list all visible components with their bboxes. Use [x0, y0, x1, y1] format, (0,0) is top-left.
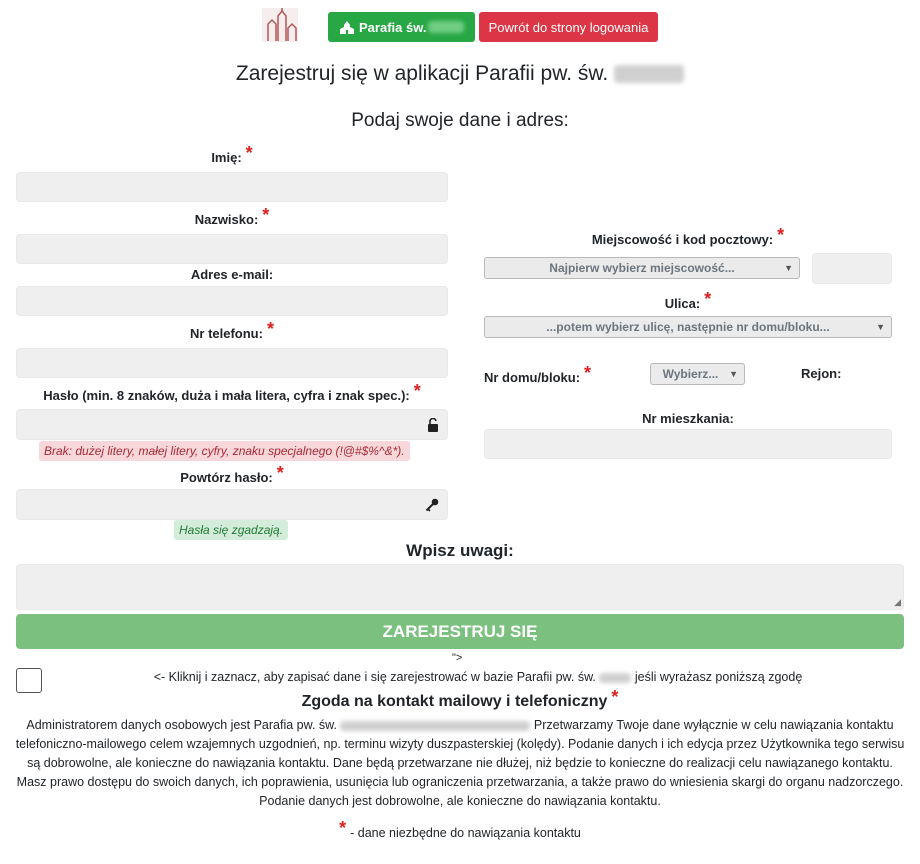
- required-footnote: * - dane niezbędne do nawiązania kontaktu: [339, 818, 581, 840]
- phone-input[interactable]: [16, 348, 448, 378]
- chevron-down-icon: ▼: [729, 369, 738, 379]
- city-select[interactable]: Najpierw wybierz miejscowość... ▼: [484, 257, 800, 279]
- repeat-password-label: Powtórz hasło: *: [180, 463, 284, 485]
- last-name-input[interactable]: [16, 234, 448, 264]
- email-label: Adres e-mail:: [190, 267, 274, 282]
- password-label: Hasło (min. 8 znaków, duża i mała litera, cyfra i znak spec.): *: [43, 381, 421, 403]
- key-icon[interactable]: [425, 498, 439, 517]
- house-number-label: Nr domu/bloku: *: [484, 363, 592, 385]
- stray-text: ">: [452, 652, 463, 664]
- notes-textarea[interactable]: [16, 564, 904, 610]
- apartment-label: Nr mieszkania:: [642, 411, 734, 426]
- last-name-label: Nazwisko: *: [194, 205, 270, 227]
- email-input[interactable]: [16, 286, 448, 316]
- page-title: Zarejestruj się w aplikacji Parafii pw. św.: [0, 62, 920, 86]
- redacted-name: [428, 21, 464, 33]
- district-label: Rejon:: [801, 366, 842, 381]
- street-select[interactable]: ...potem wybierz ulicę, następnie nr domu/bloku... ▼: [484, 316, 892, 338]
- street-label: Ulica: *: [664, 289, 712, 311]
- notes-label: Wpisz uwagi:: [406, 541, 514, 560]
- city-label: Miejscowość i kod pocztowy: *: [591, 225, 785, 247]
- consent-title: Zgoda na kontakt mailowy i telefoniczny *: [301, 687, 619, 710]
- chevron-down-icon: ▼: [784, 263, 793, 273]
- phone-label: Nr telefonu: *: [190, 319, 274, 341]
- house-number-select[interactable]: Wybierz... ▼: [650, 363, 745, 385]
- unlock-icon[interactable]: [427, 418, 439, 437]
- consent-text: Administratorem danych osobowych jest Parafia pw. św. Przetwarzamy Twoje dane wyłącznie w celu nawiązania kontaktu telefoniczno-mailowego celem wzajemnych uzgodnień, np. terminu wizyty duszpasterskiej (kolędy). Podanie danych i ich edycja przez Użytkownika tego serwisu są dobrowolne, ale konieczne do nawiązania kontaktu. Dane będą przetwarzane nie dłużej, niż będzie to konieczne do realizacji celu nawiązanego kontaktu. Masz prawo dostępu do swoich danych, ich poprawienia, usunięcia lub ograniczenia przetwarzania, a także prawo do wniesienia skargi do organu nadzorczego. Podanie danych jest dobrowolne, ale konieczne do nawiązania kontaktu.: [15, 718, 905, 808]
- parish-button[interactable]: [328, 12, 475, 42]
- register-button[interactable]: ZAREJESTRUJ SIĘ: [16, 614, 904, 649]
- church-logo: [262, 8, 298, 42]
- password-hint: Brak: dużej litery, małej litery, cyfry, znaku specjalnego (!@#$%^&*).: [39, 441, 410, 461]
- chevron-down-icon: ▼: [876, 322, 885, 332]
- redacted-address: [340, 721, 530, 731]
- page-subtitle: Podaj swoje dane i adres:: [351, 110, 569, 131]
- first-name-label: Imię: *: [211, 143, 253, 165]
- parish-button-label: Parafia św.: [359, 19, 427, 35]
- back-to-login-button[interactable]: [479, 12, 658, 42]
- redacted-name: [614, 65, 684, 83]
- password-input[interactable]: [16, 409, 448, 440]
- repeat-password-hint: Hasła się zgadzają.: [174, 520, 288, 540]
- apartment-input[interactable]: [484, 429, 892, 459]
- repeat-password-input[interactable]: [16, 489, 448, 520]
- church-icon: [339, 21, 355, 34]
- consent-checkbox-label: <- Kliknij i zaznacz, aby zapisać dane i się zarejestrować w bazie Parafii pw. św. jeśli wyrażasz poniższą zgodę: [153, 670, 803, 684]
- back-button-label: Powrót do strony logowania: [488, 19, 649, 35]
- postal-code-input[interactable]: [812, 253, 892, 284]
- resize-handle-icon[interactable]: ◢: [894, 597, 901, 607]
- first-name-input[interactable]: [16, 172, 448, 202]
- redacted-name: [599, 673, 631, 683]
